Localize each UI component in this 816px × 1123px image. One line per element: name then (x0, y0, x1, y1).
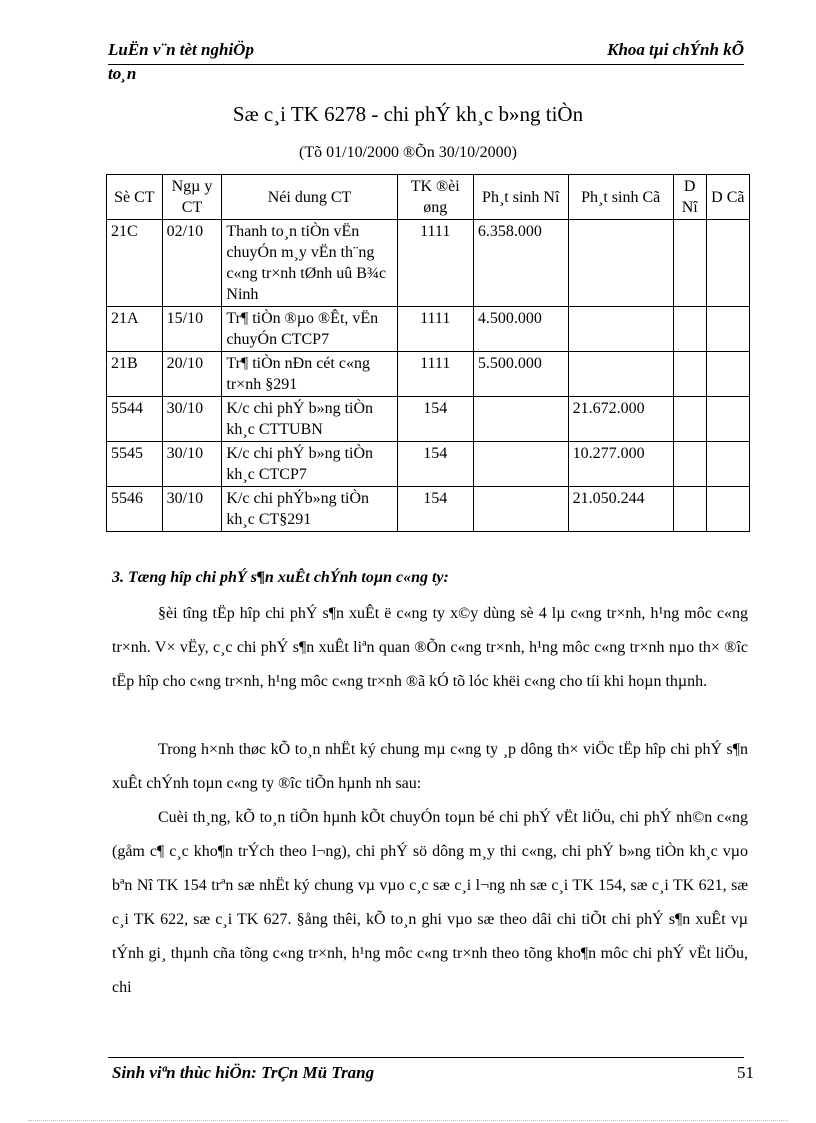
cell-noi-dung: K/c chi phÝb»ng tiÒn kh¸c CT§291 (222, 487, 397, 532)
cell-du-co (706, 487, 749, 532)
ledger-table (106, 174, 750, 532)
ledger-period: (Tõ 01/10/2000 ®Õn 30/10/2000) (299, 144, 517, 161)
cell-noi-dung: Thanh to¸n tiÒn vËn chuyÓn m¸y vËn th¨ng c«ng tr×nh tØnh uû B¾c Ninh (222, 220, 397, 307)
table-header-row (107, 175, 750, 220)
cell-du-no (673, 352, 706, 397)
cell-tk-doi-ung: 1111 (397, 220, 473, 307)
cell-phat-sinh-co: 10.277.000 (568, 442, 673, 487)
cell-so-ct: 5546 (107, 487, 163, 532)
cell-tk-doi-ung: 1111 (397, 352, 473, 397)
page-number: 51 (737, 1063, 754, 1082)
col-header-phat-sinh-no: Ph¸t sinh Nî (473, 175, 568, 220)
cell-du-no (673, 442, 706, 487)
cell-phat-sinh-co: 21.672.000 (568, 397, 673, 442)
footer-author: Sinh viªn thùc hiÖn: TrÇn Mü Trang (112, 1063, 375, 1082)
col-header-tk-doi-ung: TK ®èi øng (397, 175, 473, 220)
col-header-phat-sinh-co: Ph¸t sinh Cã (568, 175, 673, 220)
cell-du-no (673, 307, 706, 352)
table-row (107, 397, 750, 442)
header-rule (108, 64, 744, 65)
cell-phat-sinh-co (568, 352, 673, 397)
cell-phat-sinh-co (568, 307, 673, 352)
cell-phat-sinh-no (473, 397, 568, 442)
cell-phat-sinh-co: 21.050.244 (568, 487, 673, 532)
cell-phat-sinh-co (568, 220, 673, 307)
col-header-du-no: D Nî (673, 175, 706, 220)
page-bottom-divider (28, 1120, 788, 1121)
col-header-noi-dung: Néi dung CT (222, 175, 397, 220)
cell-du-no (673, 397, 706, 442)
cell-so-ct: 21A (107, 307, 163, 352)
cell-so-ct: 21B (107, 352, 163, 397)
cell-du-no (673, 487, 706, 532)
cell-noi-dung: K/c chi phÝ b»ng tiÒn kh¸c CTTUBN (222, 397, 397, 442)
header-right-text: Khoa tµi chÝnh kÕ (607, 40, 744, 59)
cell-phat-sinh-no: 6.358.000 (473, 220, 568, 307)
ledger-title: Sæ c¸i TK 6278 - chi phÝ kh¸c b»ng tiÒn (232, 102, 584, 126)
table-row (107, 442, 750, 487)
col-header-du-co: D Cã (706, 175, 749, 220)
cell-du-co (706, 220, 749, 307)
body-paragraph: Cuèi th¸ng, kÕ to¸n tiÕn hµnh kÕt chuyÓn toµn bé chi phÝ vËt liÖu, chi phÝ nh©n c«ng (gåm c¶ c¸c kho¶n trÝch theo l¬ng), chi phÝ sö dông m¸y thi c«ng, chi phÝ b»ng tiÒn kh¸c vµo bªn Nî TK 154 trªn sæ nhËt ký chung vµ vµo c¸c sæ c¸i l¬ng nh sæ c¸i TK 154, sæ c¸i TK 621, sæ c¸i TK 622, sæ c¸i TK 627. §ång thêi, kÕ to¸n ghi vµo sæ theo dâi chi tiÕt chi phÝ s¶n xuÊt vµ tÝnh gi¸ thµnh cña tõng c«ng tr×nh, h¹ng môc c«ng tr×nh theo tõng kho¶n môc chi phÝ vËt liÖu, chi (112, 809, 748, 996)
table-row (107, 352, 750, 397)
cell-so-ct: 21C (107, 220, 163, 307)
cell-du-co (706, 442, 749, 487)
cell-so-ct: 5545 (107, 442, 163, 487)
cell-ngay-ct: 15/10 (162, 307, 222, 352)
col-header-ngay-ct: Ngµ y CT (162, 175, 222, 220)
table-row (107, 487, 750, 532)
header-left-text: LuËn v¨n tèt nghiÖp (108, 40, 254, 59)
header-left-continuation: to¸n (108, 64, 137, 83)
footer-rule (108, 1057, 744, 1058)
cell-ngay-ct: 30/10 (162, 397, 222, 442)
cell-du-co (706, 352, 749, 397)
cell-du-co (706, 307, 749, 352)
cell-ngay-ct: 20/10 (162, 352, 222, 397)
cell-ngay-ct: 30/10 (162, 487, 222, 532)
body-paragraph: §èi tîng tËp hîp chi phÝ s¶n xuÊt ë c«ng ty x©y dùng sè 4 lµ c«ng tr×nh, h¹ng môc c«ng tr×nh. V× vËy, c¸c chi phÝ s¶n xuÊt liªn quan ®Õn c«ng tr×nh, h¹ng môc c«ng tr×nh nµo th× ®îc tËp hîp cho c«ng tr×nh, h¹ng môc c«ng tr×nh ®ã kÓ tõ lóc khëi c«ng cho tíi khi hoµn thµnh. (112, 605, 748, 690)
cell-so-ct: 5544 (107, 397, 163, 442)
cell-noi-dung: Tr¶ tiÒn nÐn cét c«ng tr×nh §291 (222, 352, 397, 397)
cell-ngay-ct: 02/10 (162, 220, 222, 307)
cell-noi-dung: K/c chi phÝ b»ng tiÒn kh¸c CTCP7 (222, 442, 397, 487)
table-row (107, 220, 750, 307)
table-row (107, 307, 750, 352)
cell-noi-dung: Tr¶ tiÒn ®µo ®Êt, vËn chuyÓn CTCP7 (222, 307, 397, 352)
section-heading: 3. Tæng hîp chi phÝ s¶n xuÊt chÝnh toµn c«ng ty: (112, 569, 449, 586)
cell-tk-doi-ung: 1111 (397, 307, 473, 352)
cell-tk-doi-ung: 154 (397, 397, 473, 442)
cell-du-co (706, 397, 749, 442)
body-paragraph: Trong h×nh thøc kÕ to¸n nhËt ký chung mµ c«ng ty ¸p dông th× viÖc tËp hîp chi phÝ s¶n xuÊt chÝnh toµn c«ng ty ®îc tiÕn hµnh nh sau: (112, 741, 748, 792)
cell-phat-sinh-no: 4.500.000 (473, 307, 568, 352)
cell-phat-sinh-no (473, 487, 568, 532)
cell-phat-sinh-no (473, 442, 568, 487)
cell-du-no (673, 220, 706, 307)
cell-tk-doi-ung: 154 (397, 487, 473, 532)
cell-tk-doi-ung: 154 (397, 442, 473, 487)
cell-ngay-ct: 30/10 (162, 442, 222, 487)
cell-phat-sinh-no: 5.500.000 (473, 352, 568, 397)
col-header-so-ct: Sè CT (107, 175, 163, 220)
